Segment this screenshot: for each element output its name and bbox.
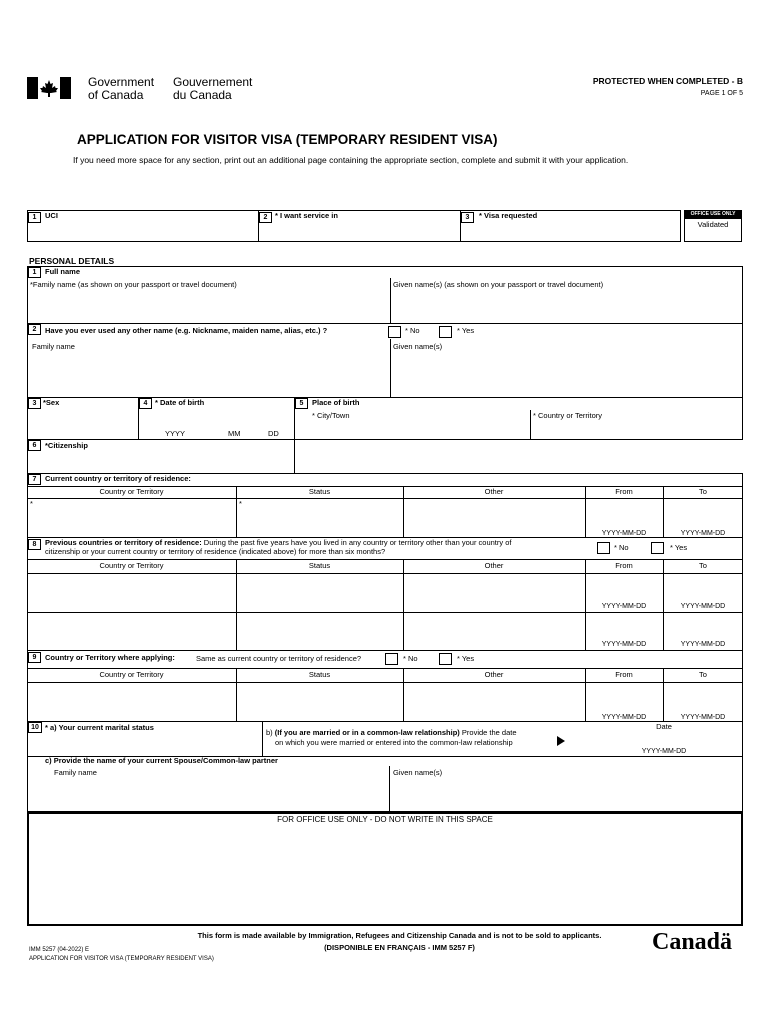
- col-from: From: [615, 670, 633, 679]
- spouse-given-input[interactable]: [393, 780, 738, 808]
- q-number: 7: [28, 474, 41, 485]
- col-to: To: [699, 561, 707, 570]
- prev2-other-input[interactable]: [406, 615, 581, 648]
- prev2-country-select[interactable]: [30, 615, 232, 648]
- uci-input[interactable]: [44, 224, 254, 240]
- applying-yes-checkbox[interactable]: [439, 653, 452, 665]
- spouse-family-input[interactable]: [52, 780, 385, 808]
- q-number: 6: [28, 440, 41, 451]
- birthplace-label: Place of birth: [312, 398, 360, 407]
- no-label: * No: [403, 654, 418, 663]
- previous-no-checkbox[interactable]: [597, 542, 610, 554]
- date-format: YYYY-MM-DD: [601, 603, 647, 610]
- col-status: Status: [308, 561, 331, 570]
- page-indicator: PAGE 1 OF 5: [700, 90, 743, 97]
- prev1-status-select[interactable]: [239, 576, 399, 609]
- date-format: YYYY-MM-DD: [680, 603, 726, 610]
- prev2-status-select[interactable]: [239, 615, 399, 648]
- same-country-question: Same as current country or territory of residence?: [196, 654, 362, 663]
- family-name-input[interactable]: [30, 292, 385, 320]
- city-label: * City/Town: [312, 411, 350, 420]
- date-format: YYYY-MM-DD: [680, 714, 726, 721]
- office-space-box: [27, 812, 743, 926]
- arrow-right-icon: [557, 736, 565, 746]
- q-number: 3: [28, 398, 41, 409]
- previous-residence-question: Previous countries or territory of residence: During the past five years have you lived in any country or territory other than your country of citizenship or your current country or territory of residence (indicated above) for more than six months?: [45, 538, 512, 556]
- no-label: * No: [614, 543, 629, 552]
- date-format: YYYY-MM-DD: [680, 641, 726, 648]
- yes-label: * Yes: [457, 654, 475, 663]
- required-star: *: [30, 499, 33, 508]
- spouse-given-label: Given name(s): [393, 768, 443, 777]
- dob-label: * Date of birth: [155, 398, 205, 407]
- footer-french: (DISPONIBLE EN FRANÇAIS - IMM 5257 F): [324, 943, 475, 952]
- prev2-from-input[interactable]: [588, 615, 660, 639]
- q-number: 2: [259, 212, 272, 223]
- government-signature-fr: Gouvernement du Canada: [173, 75, 253, 102]
- q-number: 8: [28, 539, 41, 550]
- col-other: Other: [484, 487, 504, 496]
- date-format: YYYY-MM-DD: [680, 530, 726, 537]
- prev1-other-input[interactable]: [406, 576, 581, 609]
- yes-label: * Yes: [457, 326, 475, 335]
- prev1-to-input[interactable]: [666, 576, 740, 600]
- birth-country-label: * Country or Territory: [533, 411, 603, 420]
- q-number: 1: [28, 267, 41, 278]
- canada-wordmark: Canadä: [652, 929, 733, 955]
- applying-no-checkbox[interactable]: [385, 653, 398, 665]
- applying-from-input[interactable]: [588, 685, 660, 711]
- other-name-no-checkbox[interactable]: [388, 326, 401, 338]
- marriage-date-question-2: on which you were married or entered into the common-law relationship: [275, 738, 513, 747]
- q-number: 9: [28, 652, 41, 663]
- residence-label: Current country or territory of residence:: [45, 474, 191, 483]
- col-status: Status: [308, 487, 331, 496]
- other-name-yes-checkbox[interactable]: [439, 326, 452, 338]
- canada-flag-icon: [27, 77, 71, 99]
- residence-to-input[interactable]: [666, 501, 740, 529]
- dob-input[interactable]: [142, 410, 290, 428]
- prev1-from-input[interactable]: [588, 576, 660, 600]
- birth-country-select[interactable]: [533, 422, 738, 438]
- government-signature-en: Government of Canada: [88, 75, 155, 102]
- sex-label: *Sex: [43, 398, 60, 407]
- q-number: 2: [28, 324, 41, 335]
- col-to: To: [699, 670, 707, 679]
- marital-status-select[interactable]: [45, 735, 257, 753]
- yyyy-label: YYYY: [165, 429, 186, 438]
- col-from: From: [615, 561, 633, 570]
- office-use-label: OFFICE USE ONLY: [684, 210, 742, 219]
- validated-label: Validated: [697, 220, 729, 229]
- applying-country-select[interactable]: [30, 685, 232, 719]
- citizenship-select[interactable]: [30, 453, 290, 471]
- col-other: Other: [484, 670, 504, 679]
- residence-other-input[interactable]: [406, 501, 581, 535]
- mm-label: MM: [228, 429, 241, 438]
- col-country: Country or Territory: [99, 561, 164, 570]
- q-number: 5: [295, 398, 308, 409]
- date-label: Date: [656, 722, 672, 731]
- visa-label: * Visa requested: [479, 211, 538, 220]
- residence-from-input[interactable]: [588, 501, 660, 529]
- marriage-date-input[interactable]: [590, 733, 738, 747]
- sex-select[interactable]: [30, 412, 134, 436]
- yes-label: * Yes: [670, 543, 688, 552]
- col-from: From: [615, 487, 633, 496]
- marital-status-label: * a) Your current marital status: [45, 723, 154, 732]
- date-format: YYYY-MM-DD: [601, 530, 647, 537]
- given-name-label: Given name(s) (as shown on your passport or travel document): [393, 280, 604, 289]
- previous-yes-checkbox[interactable]: [651, 542, 664, 554]
- q-number: 4: [139, 398, 152, 409]
- section-heading: PERSONAL DETAILS: [29, 256, 115, 266]
- spouse-name-label: c) Provide the name of your current Spouse/Common-law partner: [45, 756, 278, 765]
- full-name-label: Full name: [45, 267, 81, 276]
- prev2-to-input[interactable]: [666, 615, 740, 639]
- col-to: To: [699, 487, 707, 496]
- required-star: *: [239, 499, 242, 508]
- col-country: Country or Territory: [99, 487, 164, 496]
- uci-label: UCI: [45, 211, 58, 220]
- q-number: 10: [28, 722, 42, 733]
- form-name-footer: APPLICATION FOR VISITOR VISA (TEMPORARY RESIDENT VISA): [29, 956, 214, 962]
- instructions: If you need more space for any section, print out an additional page containing the appropriate section, complete and submit it with your application.: [73, 155, 629, 165]
- form-code: IMM 5257 (04-2022) E: [29, 947, 90, 953]
- citizenship-label: *Citizenship: [45, 441, 88, 450]
- applying-status-select[interactable]: [239, 685, 399, 719]
- service-select[interactable]: [274, 224, 456, 240]
- q-number: 1: [28, 212, 41, 223]
- protected-label: PROTECTED WHEN COMPLETED - B: [592, 76, 743, 86]
- other-family-label: Family name: [32, 342, 75, 351]
- q-number: 3: [461, 212, 474, 223]
- other-given-input[interactable]: [393, 355, 738, 393]
- date-format: YYYY-MM-DD: [641, 748, 687, 755]
- no-label: * No: [405, 326, 420, 335]
- city-input[interactable]: [298, 422, 526, 438]
- form-title: APPLICATION FOR VISITOR VISA (TEMPORARY RESIDENT VISA): [77, 132, 498, 147]
- service-label: * I want service in: [275, 211, 338, 220]
- other-name-question: Have you ever used any other name (e.g. Nickname, maiden name, alias, etc.) ?: [45, 326, 328, 335]
- date-format: YYYY-MM-DD: [601, 641, 647, 648]
- visa-select[interactable]: [478, 224, 676, 240]
- other-given-label: Given name(s): [393, 342, 443, 351]
- dd-label: DD: [268, 429, 279, 438]
- col-other: Other: [484, 561, 504, 570]
- prev1-country-select[interactable]: [30, 576, 232, 609]
- residence-status-select[interactable]: [239, 508, 399, 535]
- col-status: Status: [308, 670, 331, 679]
- applying-to-input[interactable]: [666, 685, 740, 711]
- col-country: Country or Territory: [99, 670, 164, 679]
- applying-label: Country or Territory where applying:: [45, 653, 175, 662]
- given-name-input[interactable]: [393, 292, 738, 320]
- residence-country-select[interactable]: [30, 508, 232, 535]
- spouse-family-label: Family name: [54, 768, 97, 777]
- other-family-input[interactable]: [30, 355, 385, 393]
- footer-notice: This form is made available by Immigration, Refugees and Citizenship Canada and is not to be sold to applicants.: [197, 931, 602, 940]
- applying-other-input[interactable]: [406, 685, 581, 719]
- marriage-date-question: b) (If you are married or in a common-law relationship) Provide the date: [266, 728, 517, 737]
- date-format: YYYY-MM-DD: [601, 714, 647, 721]
- family-name-label: *Family name (as shown on your passport or travel document): [30, 280, 237, 289]
- office-space-label: FOR OFFICE USE ONLY - DO NOT WRITE IN THIS SPACE: [277, 815, 493, 824]
